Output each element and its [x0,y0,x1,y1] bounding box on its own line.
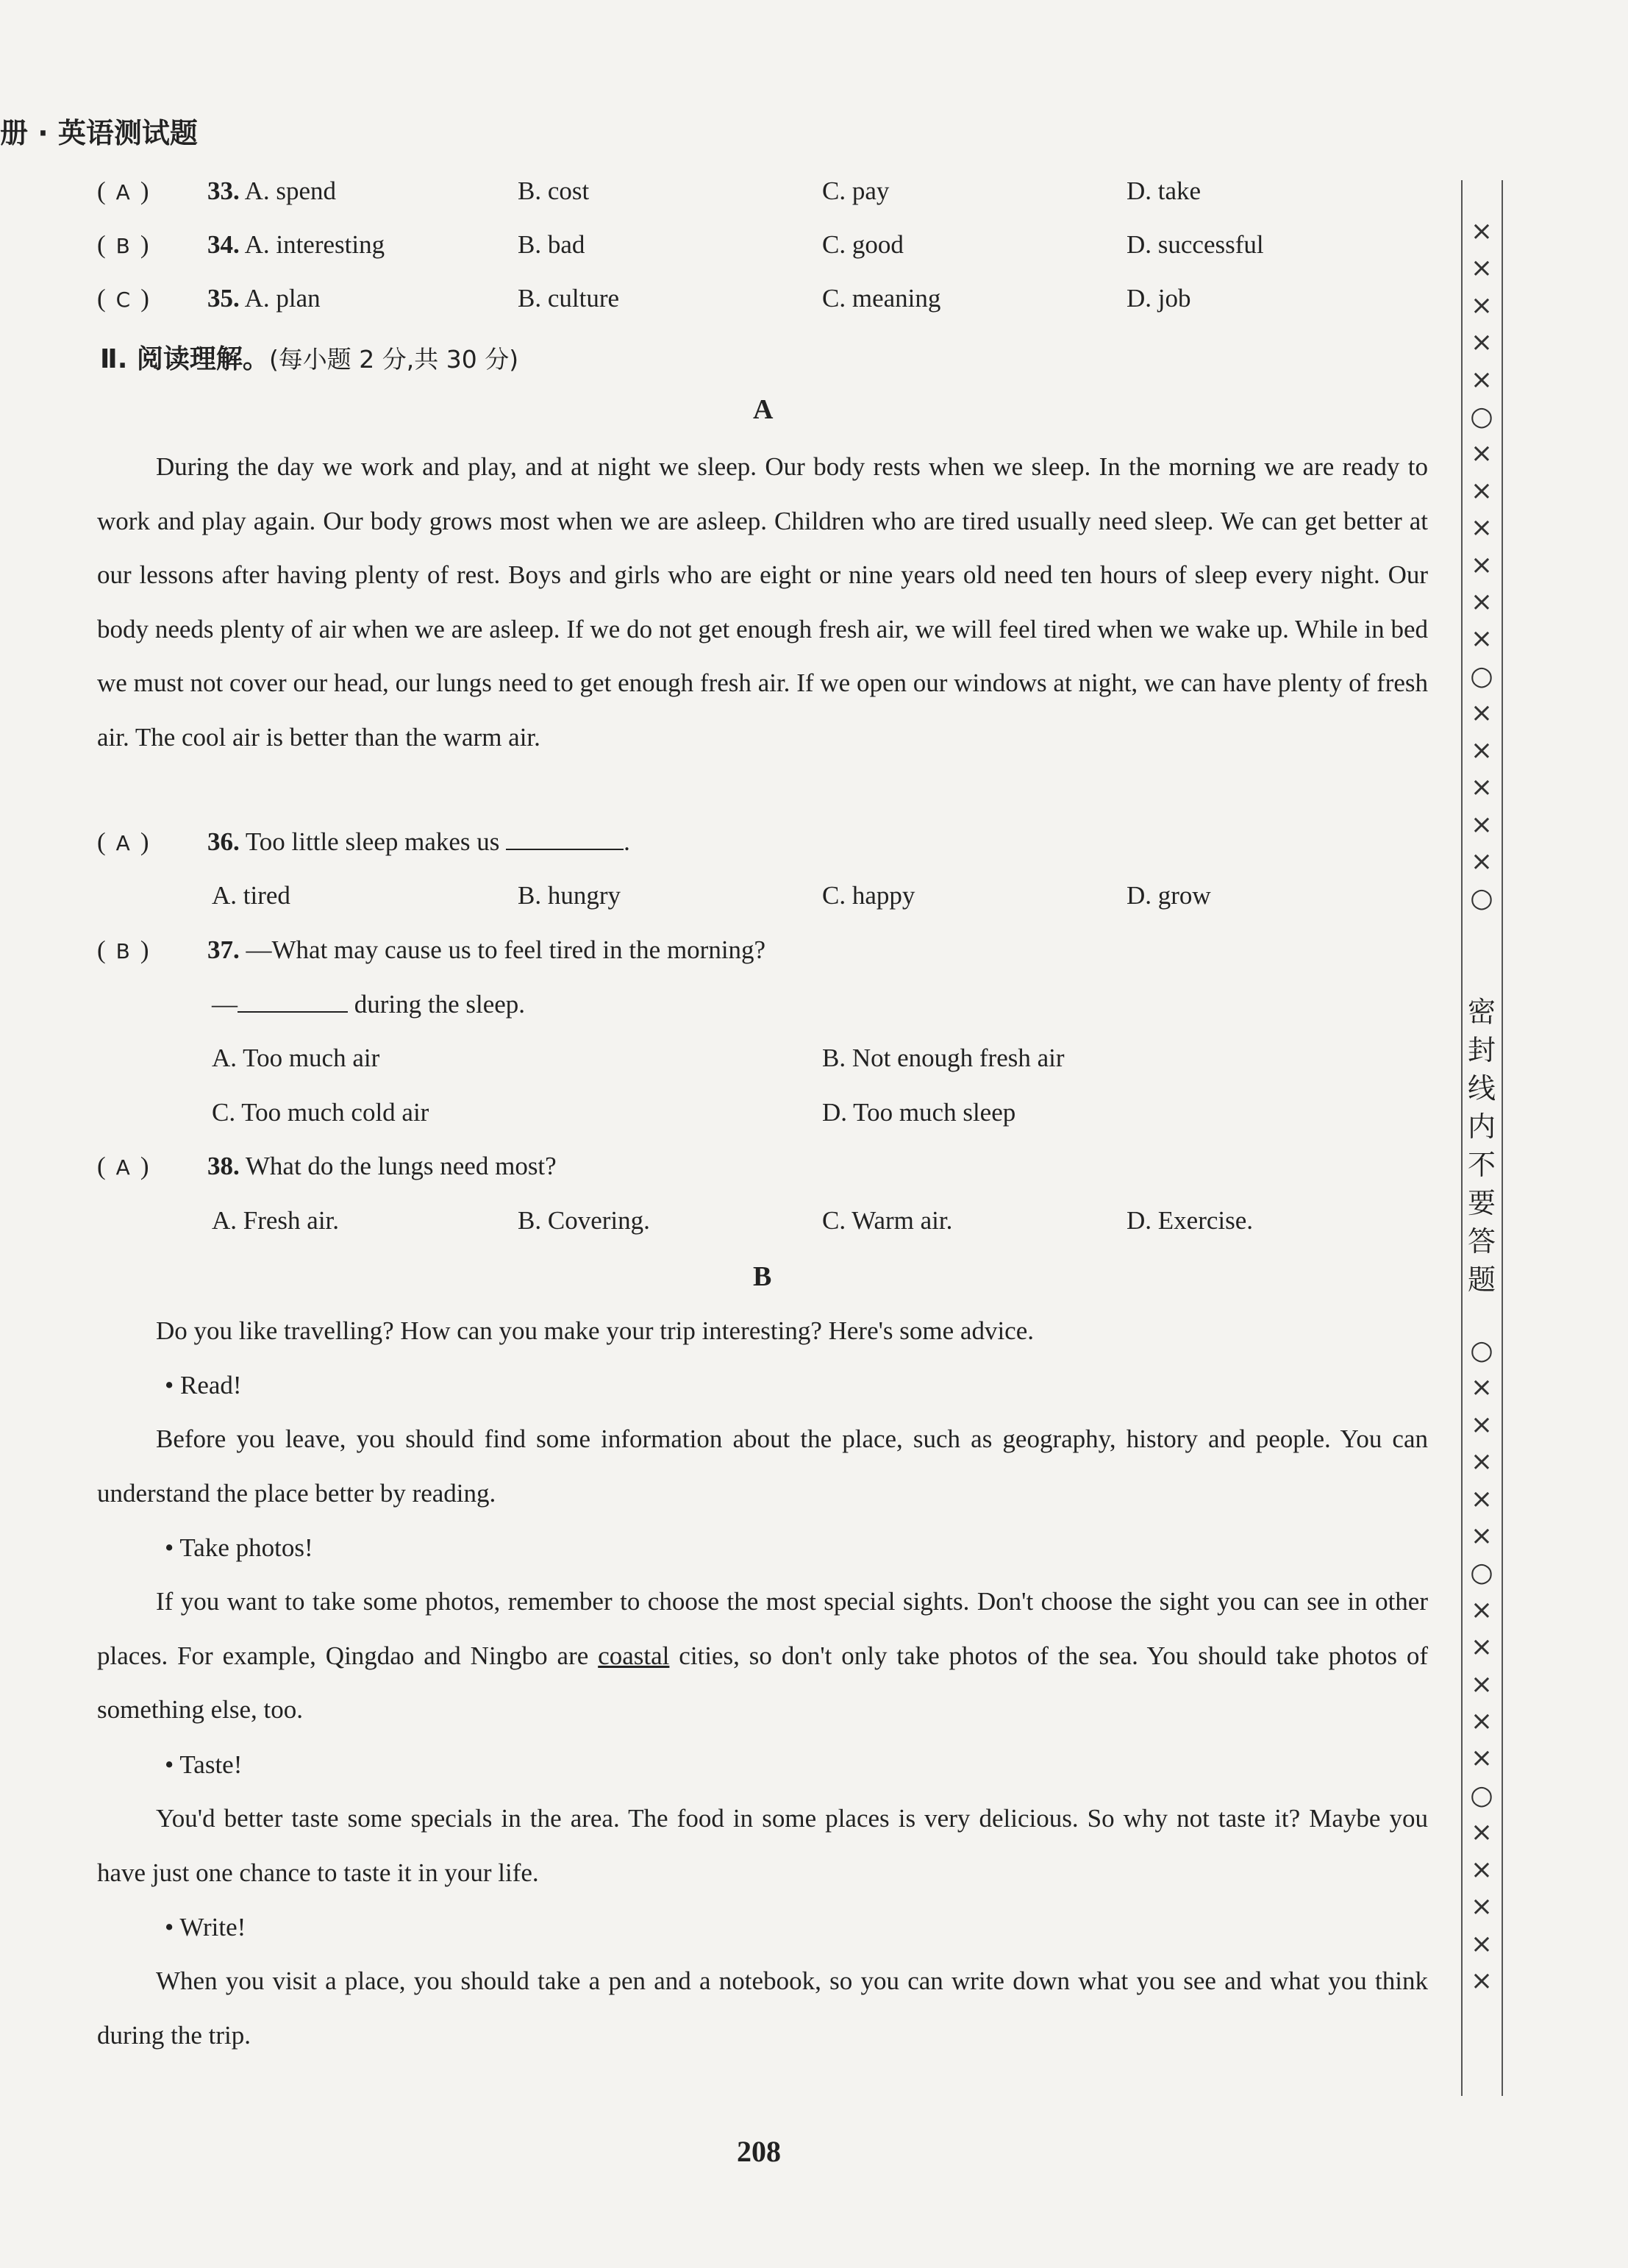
option-37-b: B. Not enough fresh air [822,1044,1065,1072]
option-35-b: B. culture [518,284,620,313]
passage-b-label: B [753,1261,772,1292]
passage-b-intro: Do you like travelling? How can you make your trip interesting? Here's some advice. [156,1316,1034,1345]
seal-warning-text: 密封线内不要答题 [1467,996,1496,1296]
option-33-c: C. pay [822,176,890,205]
seal-line-right [1502,180,1503,2096]
heading-taste: • Taste! [165,1750,243,1779]
question-37: ( B ) 37. —What may cause us to feel tired in the morning? [97,935,766,964]
passage-a-text: During the day we work and play, and at night we sleep. Our body rests when we sleep. In the morning we are ready to work and play again. Our body grows most when we are asleep. Children who are tired usually need sleep. We can get better at our lessons after having plenty of rest. Boys and girls who are eight or nine years old need ten hours of sleep every night. Our body needs plenty of air when we are asleep. If we do not get enough fresh air, we will feel tired when we wake up. While in bed we must not cover our head, our lungs need to get enough fresh air. If we open our windows at night, we can have plenty of fresh air. The cool air is better than the warm air. [97,452,1428,752]
paragraph-taste: You'd better taste some specials in the area. The food in some places is very delicious. So why not taste it? Maybe you have just one chance to taste it in your life. [97,1804,1428,1887]
heading-take-photos: • Take photos! [165,1533,313,1562]
question-38: ( A ) 38. What do the lungs need most? [97,1152,557,1180]
seal-line-left [1461,180,1463,2096]
page-header: 册 · 英语测试题 [0,117,198,149]
option-36-d: D. grow [1127,881,1211,910]
heading-write: • Write! [165,1913,246,1941]
heading-read: • Read! [165,1371,242,1399]
question-35: ( C ) 35. A. plan [97,284,321,313]
answer-34: B [115,234,130,258]
option-36-c: C. happy [822,881,915,910]
answer-33: A [115,180,130,204]
option-37-d: D. Too much sleep [822,1098,1016,1127]
option-36-b: B. hungry [518,881,621,910]
option-38-b: B. Covering. [518,1206,650,1235]
option-34-d: D. successful [1127,230,1264,259]
option-35-d: D. job [1127,284,1191,313]
option-38-c: C. Warm air. [822,1206,953,1235]
paragraph-write: When you visit a place, you should take a pen and a notebook, so you can write down what you see and what you think during the trip. [97,1966,1428,2050]
seal-marks-bottom: ○×××××○×××××○××××× [1470,1336,1493,1996]
answer-37: B [115,939,130,963]
section-title: Ⅱ. 阅读理解。(每小题 2 分,共 30 分) [100,344,519,374]
answer-38: A [115,1155,130,1180]
option-33-b: B. cost [518,176,590,205]
passage-a-label: A [753,394,774,425]
paragraph-take-photos: If you want to take some photos, remember to choose the most special sights. Don't choose the sight you can see in other places. For example, Qingdao and Ningbo are coastal cities, so don't only take photos of the sea. You should take photos of something else, too. [97,1587,1429,1724]
paragraph-read: Before you leave, you should find some information about the place, such as geography, history and people. You can understand the place better by reading. [97,1424,1428,1508]
seal-marks-top: ×××××○××××××○×××××○ [1470,216,1493,914]
page-number: 208 [737,2135,781,2168]
answer-35: C [115,288,131,312]
question-33: ( A ) 33. A. spend [97,176,337,205]
underlined-word: coastal [598,1641,670,1670]
option-38-d: D. Exercise. [1127,1206,1254,1235]
answer-36: A [115,831,130,855]
option-37-c: C. Too much cold air [212,1098,429,1127]
option-35-c: C. meaning [822,284,941,313]
option-33-d: D. take [1127,176,1202,205]
option-34-c: C. good [822,230,904,259]
question-37-reply: — during the sleep. [212,990,526,1019]
option-34-b: B. bad [518,230,585,259]
question-34: ( B ) 34. A. interesting [97,230,385,259]
option-37-a: A. Too much air [212,1044,380,1072]
option-36-a: A. tired [212,881,290,910]
answer-blank [238,989,348,1013]
answer-blank [506,827,624,850]
question-36: ( A ) 36. Too little sleep makes us . [97,827,630,856]
option-38-a: A. Fresh air. [212,1206,340,1235]
